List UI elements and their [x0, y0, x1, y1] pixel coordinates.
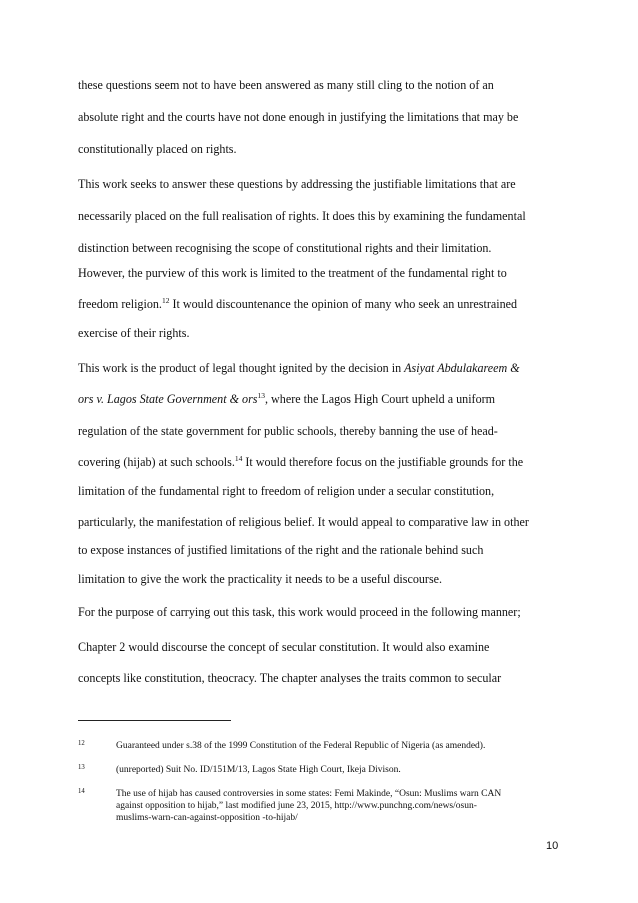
body-line — [78, 297, 517, 311]
body-line: exercise of their rights. — [78, 326, 190, 340]
case-name: ors v. Lagos State Government & ors — [78, 392, 258, 406]
text-run: freedom religion. — [78, 297, 162, 311]
body-line: to expose instances of justified limitations of the right and the rationale behind such — [78, 543, 484, 557]
body-line: Chapter 2 would discourse the concept of secular constitution. It would also examine — [78, 640, 490, 654]
footnote-line: The use of hijab has caused controversies in some states: Femi Makinde, “Osun: Muslims warn CAN — [116, 789, 502, 799]
body-line: limitation to give the work the practicality it needs to be a useful discourse. — [78, 572, 443, 586]
body-line: these questions seem not to have been answered as many still cling to the notion of an — [78, 78, 494, 92]
body-line: However, the purview of this work is limited to the treatment of the fundamental right to — [78, 266, 507, 280]
page-number: 10 — [546, 840, 559, 852]
footnote-line[interactable]: against opposition to hijab,” last modified june 23, 2015, http://www.punchng.com/news/osun- — [116, 801, 477, 811]
text-run: It would therefore focus on the justifiable grounds for the — [242, 455, 524, 469]
footnote-separator — [78, 720, 231, 721]
footnote-text — [116, 788, 501, 824]
text-run: It would discountenance the opinion of many who seek an unrestrained — [169, 297, 518, 311]
footnote-text — [116, 764, 401, 776]
text-run: , where the Lagos High Court upheld a uniform — [265, 392, 496, 406]
text-run: covering (hijab) at such schools. — [78, 455, 235, 469]
footnote-number: 12 — [78, 740, 85, 747]
body-line — [78, 361, 520, 375]
body-line: absolute right and the courts have not done enough in justifying the limitations that may be — [78, 110, 519, 124]
body-line: particularly, the manifestation of religious belief. It would appeal to comparative law in other — [78, 515, 529, 529]
footnote-line[interactable]: muslims-warn-can-against-opposition -to-hijab/ — [116, 813, 298, 823]
body-line: necessarily placed on the full realisation of rights. It does this by examining the fundamental — [78, 209, 526, 223]
body-line: regulation of the state government for public schools, thereby banning the use of head- — [78, 424, 498, 438]
footnote-ref-13[interactable]: 13 — [257, 391, 265, 400]
footnote-text — [116, 740, 485, 752]
body-line: This work seeks to answer these questions by addressing the justifiable limitations that are — [78, 177, 516, 191]
case-name: Asiyat Abdulakareem & — [404, 361, 520, 375]
footnote-ref-14[interactable]: 14 — [234, 454, 243, 463]
footnote-line: Guaranteed under s.38 of the 1999 Constitution of the Federal Republic of Nigeria (as amended). — [116, 741, 486, 751]
footnote-ref-12[interactable]: 12 — [161, 296, 170, 305]
body-line: limitation of the fundamental right to freedom of religion under a secular constitution, — [78, 484, 495, 498]
footnote-number: 14 — [78, 788, 85, 795]
body-line: constitutionally placed on rights. — [78, 142, 237, 156]
body-line: For the purpose of carrying out this task, this work would proceed in the following manner; — [78, 605, 521, 619]
footnote-line: (unreported) Suit No. ID/151M/13, Lagos State High Court, Ikeja Divison. — [116, 765, 401, 775]
body-line: concepts like constitution, theocracy. The chapter analyses the traits common to secular — [78, 671, 502, 685]
body-line — [78, 392, 495, 406]
body-line — [78, 455, 523, 469]
text-run: This work is the product of legal thought ignited by the decision in — [78, 361, 405, 375]
body-line: distinction between recognising the scope of constitutional rights and their limitation. — [78, 241, 492, 255]
footnote-number: 13 — [78, 764, 85, 771]
